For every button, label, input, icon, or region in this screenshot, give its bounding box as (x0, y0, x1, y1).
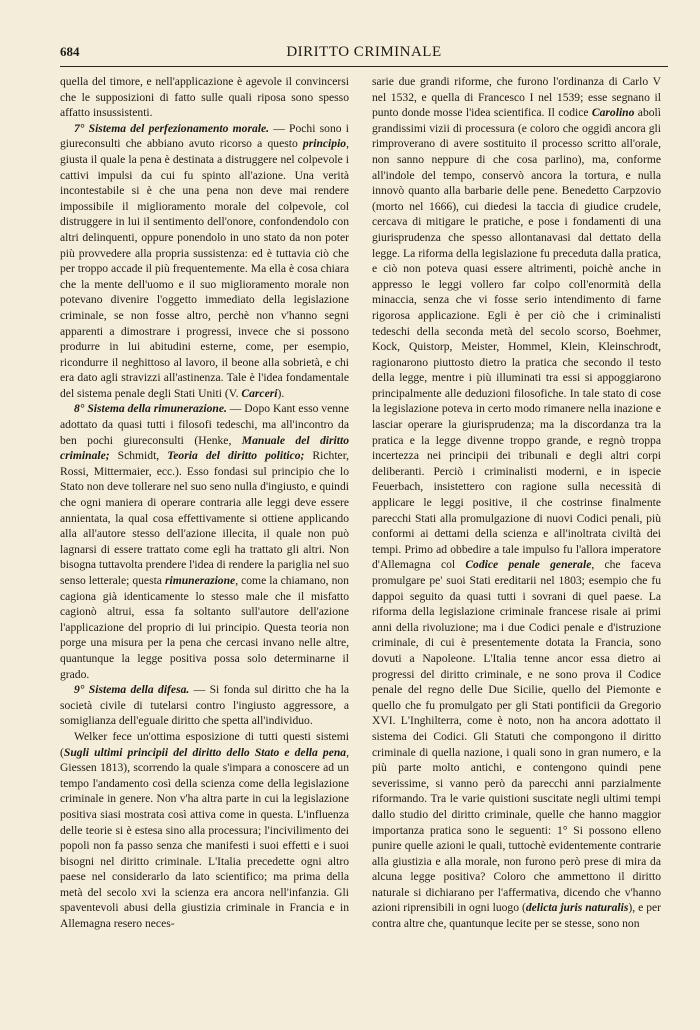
paragraph (60, 74, 349, 121)
emphasis: Codice penale generale (465, 558, 592, 572)
paragraph-text: Schmidt, (109, 449, 168, 463)
section-number: 9° (74, 683, 85, 697)
emphasis: Carolino (591, 106, 635, 120)
paragraph-text: ), e per contra altre che, quantunque lecite per se stesse, sono non (372, 901, 661, 931)
running-title: DIRITTO CRIMINALE (286, 44, 442, 60)
paragraph-welker (60, 729, 349, 932)
paragraph-text: Richter, Rossi, Mittermaier, ecc.). Esso fondasi sul principio che lo Stato non deve tollerare nel suo seno nulla d'ingiusto, e quindi che ogni maniera di operare contraria alle leggi deve essere annientata, la qual cosa effettivamente si ottiene applicando alla all'autore stesso dell'azione illecita, il quale non può lagnarsi di essere trattato come egli ha trattato gli altri. Non bisogna tuttavolta prendere l'idea di rendere la pariglia nel suo senso letterale; questa (60, 449, 349, 587)
emphasis: rimunerazione (164, 574, 236, 587)
section-7 (60, 121, 349, 402)
emphasis: Carceri (241, 386, 278, 400)
section-title: Sistema del perfezionamento morale. (88, 121, 270, 135)
paragraph (372, 74, 661, 932)
paragraph-text: , giusta il quale la pena è destinata a distruggere nel colpevole i cattivi impulsi da cui fu spinto all'azione. Una verità incontestabile si è che una pena non deve mai rendere impossibile il miglioramento morale del colpevole, col distruggere in lui il sentimento dell'onore, confondendolo con altri delinquenti, oppure ponendolo in uno stato da non poter più provvedere alla propria sussistenza: ed è tuttavia ciò che per troppo accade il più frequentemente. Ma ella è cosa chiara che la mente dell'uomo e il suo miglioramento morale non potevano divenire l'oggetto immediato della legislazione criminale, se non fosse altro, perchè non v'hanno segni apparenti a dimostrare i progressi, invece che si possono produrre in lui abitudini esterne, come, per esempio, ricondurre il neghittoso al lavoro, il beone alla sobrietà, e chi era dato agli stravizzi all'astinenza. Tale è l'idea fondamentale del sistema penale degli Stati Uniti (V. (60, 137, 349, 400)
paragraph-text: ). (277, 386, 285, 400)
section-number: 8° (74, 402, 85, 416)
emphasis: Sugli ultimi principii del diritto dello Stato e della pena (63, 745, 347, 759)
paragraph-text: — Dopo Kant esso venne adottato da quasi tutti i filosofi tedeschi, ma all'incontro da ben pochi giureconsulti (Henke, (60, 402, 349, 447)
section-8 (60, 401, 349, 682)
page-header (60, 44, 668, 68)
paragraph-text: Welker fece un'ottima esposizione di tutti questi sistemi ( (60, 729, 349, 759)
section-9 (60, 682, 349, 729)
paragraph-text: , che faceva promulgare pe' suoi Stati ereditarii nel 1803; esempio che fu dappoi seguito da quasi tutti i sovrani di quel paese. La riforma della legislazione criminale francese risale ai primi anni della rivoluzione; ma i due Codici penale e d'istruzione criminale, di cui è presentemente dotata la Francia, sono dovuti a Napoleone. L'Italia tenne ancor essa dietro ai progressi del diritto criminale, e ne sono prova il Codice penale del regno delle Due Sicilie, quello del Piemonte e quello che fu promulgato per gli Stati pontificii da Gregorio XVI. L'Inghilterra, come è noto, non ha ancora adottato il sistema dei Codici. Gli Statuti che compongono il diritto criminale di quella nazione, i quali sono in gran numero, e la più parte molto antichi, e contengono quindi pene severissime, si vanno però da parecchi anni parzialmente riformando. Tra le varie quistioni suscitate negli ultimi tempi dallo studio del diritto criminale, quelle che hanno maggior importanza pratica sono le seguenti: 1° Si possono elleno punire quelle azioni le quali, tuttochè evidentemente contrarie alla giustizia e alla morale, non furono però prese di mira da alcuna legge positiva? Coloro che ammettono il diritto naturale si dichiarano per l'affermativa, dicendo che v'hanno azioni riprensibili in ogni luogo ( (372, 558, 661, 915)
section-number: 7° (74, 121, 85, 135)
paragraph-text: — Si fonda sul diritto che ha la società civile di tutelarsi contro l'ingiusto aggressore, a somiglianza dell'eguale diritto che spetta all'individuo. (60, 683, 349, 728)
emphasis: principio (302, 137, 347, 151)
emphasis: Manuale del diritto criminale; (60, 433, 349, 463)
paragraph-text: , Giessen 1813), scorrendo la quale s'impara a conoscere ad un tempo l'andamento così della scienza come della legislazione criminale in genere. Non v'ha altra parte in cui la legislazione positiva siasi mostrata così attiva come in questa. L'influenza delle teorie si è estesa sino alla processura; l'incivilimento dei popoli non fa passo senza che manifesti i suoi effetti e i suoi bisogni nel diritto criminale. L'Italia precedette ogni altro paese nel considerarlo da lato scientifico; ma prima della metà del secolo xvi la scienza era ancora nell'infanzia. Gli spaventevoli abusi della giustizia criminale in Francia e in Allemagna resero neces- (60, 745, 349, 931)
page-number: 684 (60, 44, 80, 59)
paragraph-text: , come la chiamano, non cagiona già identicamente lo stesso male che il misfatto cagionò altrui, essa fa soltanto sull'autore dell'azione l'applicazione del proprio di lui principio. Questa teoria non porge una misura per la pena che cercasi invano nelle altre, quantunque la legge positiva possa solo determinarne il grado. (60, 574, 349, 681)
section-title: Sistema della rimunerazione. (87, 402, 227, 416)
emphasis: delicta juris naturalis (525, 901, 629, 915)
left-column (60, 74, 349, 932)
section-title: Sistema della difesa. (88, 683, 190, 697)
right-column (372, 74, 661, 932)
paragraph-text: abolì grandissimi vizii di processura (e coloro che oggidì ancora gli rimproverano di avere sostituito il processo scritto all'orale, non sanno neppure di che cosa parlino), ma, conforme all'indole del tempo, conservò ancora la tortura, e nulla innovò quanto alla barbarie delle pene. Benedetto Carpzovio (morto nel 1666), cui diedesi la taccia di giudice crudele, cercava di mitigare le pratiche, e pose i fondamenti di una giurisprudenza che spesso allontanavasi dal dettato della legge. La riforma della legislazione fu preceduta dalla pratica, e ciò non poteva quasi essere altrimenti, poichè anche in appresso le leggi vollero far colpo coll'enormità della minaccia, senza che vi fosse serio intendimento di farne rigorosa applicazione. Egli è per ciò che i criminalisti tedeschi della seconda metà del secolo scorso, Boehmer, Kock, Quistorp, Meister, Hommel, Klein, Kleinschrodt, ragionarono piuttosto dietro la pratica che secondo il testo della legge, mentre i più illuminati tra essi si appoggiarono principalmente alle deduzioni filosofiche. In tale stato di cose la legislazione poteva in certo modo rimanere nella inazione e lasciar operare la giurisprudenza; ma la discordanza tra la pratica e la legge divenne troppo grande, e regnò troppa incertezza nei principii dei tribunali e degli altri corpi deliberanti. Perciò i criminalisti moderni, e in ispecie Feuerbach, insistettero con ragione sulla necessità di applicare le leggi positive, il che costrinse finalmente parecchi Stati alla promulgazione di nuovi Codici penali, più conformi ai dettami della scienza e all'inoltrata civiltà dei tempi. Primo ad obbedire a tale impulso fu l'allora imperatore d'Allemagna col (372, 106, 661, 572)
paragraph-text: sarie due grandi riforme, che furono l'ordinanza di Carlo V nel 1532, e quella di Francesco I nel 1539; esse segnano il punto donde mosse l'idea scientifica. Il codice (372, 75, 661, 120)
header-rule (60, 66, 668, 67)
emphasis: Teoria del diritto politico; (167, 449, 305, 463)
paragraph-text: — Pochi sono i giureconsulti che abbiano avuto ricorso a questo (60, 121, 349, 151)
paragraph-text: quella del timore, e nell'applicazione è agevole il convincersi che le supposizioni di fatto sulle quali riposa sono spesso affatto insussistenti. (60, 75, 349, 120)
